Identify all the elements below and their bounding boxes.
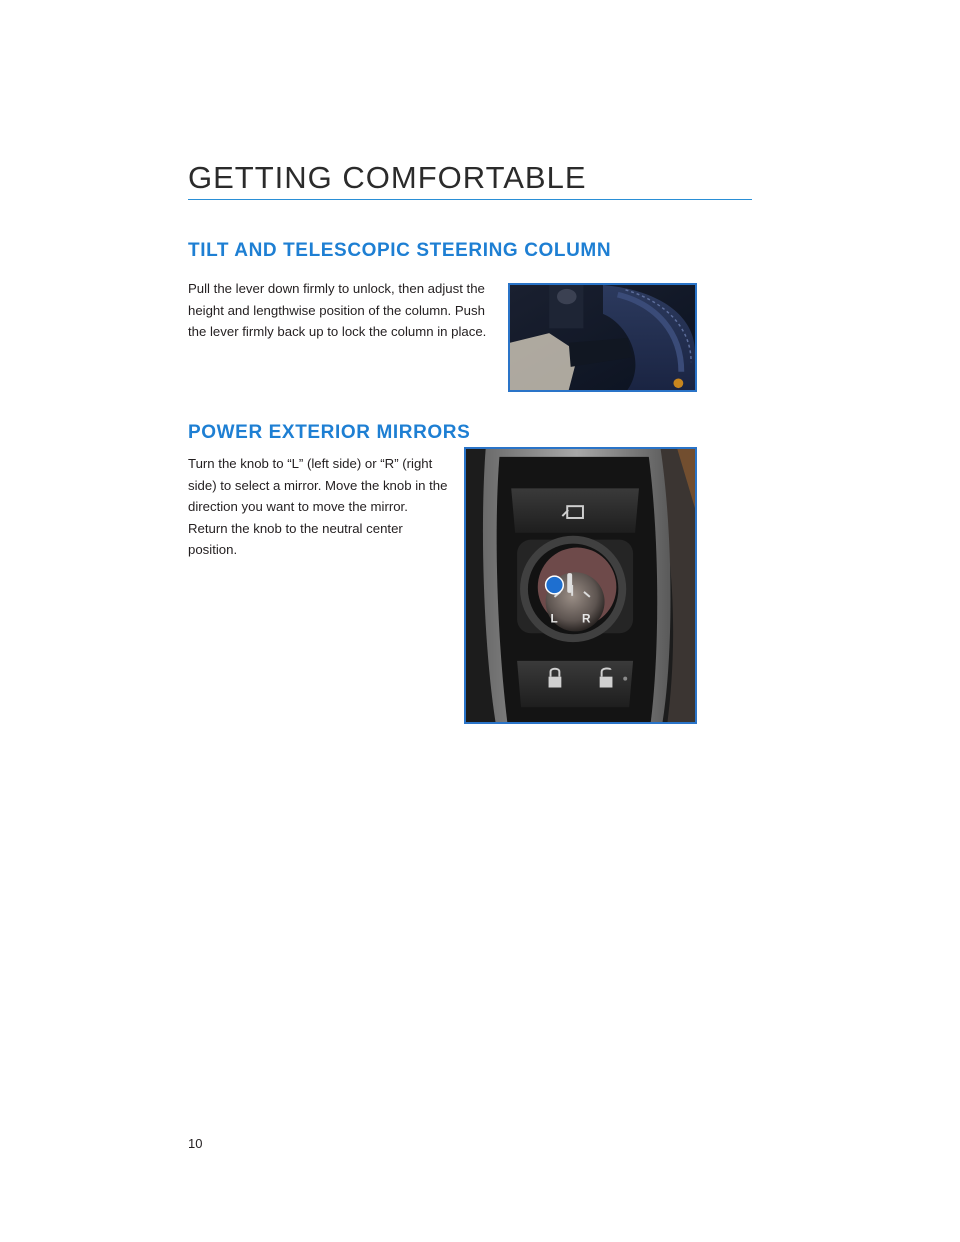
knob-left-label: L <box>550 611 558 626</box>
knob-right-label: R <box>581 611 591 626</box>
title-rule <box>188 199 752 200</box>
section-title: GETTING COMFORTABLE <box>188 160 587 195</box>
steering-column-photo <box>508 283 697 392</box>
heading-power-mirrors: POWER EXTERIOR MIRRORS <box>188 422 471 443</box>
callout-dot <box>546 576 564 594</box>
page-number: 10 <box>188 1136 203 1151</box>
body-power-mirrors: Turn the knob to “L” (left side) or “R” (right side) to select a mirror. Move the knob in the direction you want to move the mirror. Return the knob to the neutral center position. <box>188 456 448 557</box>
mirror-control-photo <box>464 447 697 724</box>
heading-tilt-steering: TILT AND TELESCOPIC STEERING COLUMN <box>188 240 612 261</box>
body-tilt-steering: Pull the lever down firmly to unlock, then adjust the height and lengthwise position of the column. Push the lever firmly back up to lock the column in place. <box>188 281 487 339</box>
